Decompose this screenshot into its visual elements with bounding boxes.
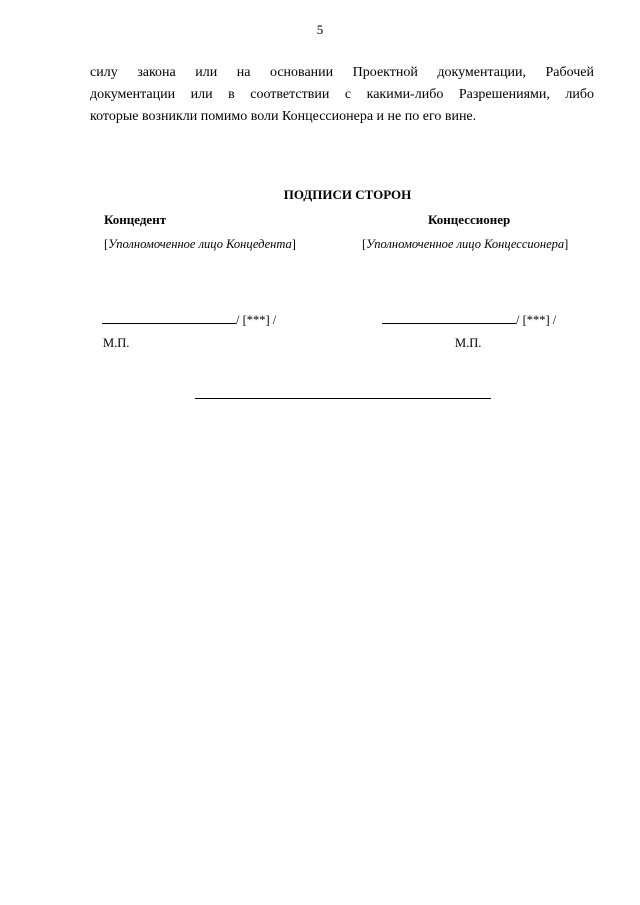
grantor-role xyxy=(104,237,296,252)
bracket-open: [ xyxy=(104,237,109,251)
signature-blank xyxy=(382,312,516,324)
grantor-stamp-label: М.П. xyxy=(103,336,130,350)
body-line: силу закона или на основании Проектной документации, Рабочей xyxy=(90,65,594,80)
body-paragraph xyxy=(90,62,594,128)
end-divider xyxy=(195,398,491,399)
concessionaire-stamp-label: М.П. xyxy=(455,336,482,350)
concessionaire-signature-line xyxy=(382,312,556,328)
body-line: которые возникли помимо воли Концессионера и не по его вине. xyxy=(90,109,477,124)
signature-blank xyxy=(102,312,236,324)
concessionaire-name-placeholder: / [***] / xyxy=(516,313,557,327)
bracket-close: ] xyxy=(564,237,569,251)
concessionaire-name: Концессионер xyxy=(428,212,511,227)
bracket-close: ] xyxy=(291,237,296,251)
signatures-title: ПОДПИСИ СТОРОН xyxy=(283,187,412,202)
grantor-name: Концедент xyxy=(104,212,167,227)
body-line: документации или в соответствии с какими-либо Разрешениями, либо xyxy=(90,87,594,102)
grantor-signature-line xyxy=(102,312,276,328)
page-number: 5 xyxy=(316,22,324,37)
concessionaire-role xyxy=(362,237,568,252)
bracket-open: [ xyxy=(362,237,367,251)
concessionaire-role-text: Уполномоченное лицо Концессионера xyxy=(366,237,565,251)
grantor-role-text: Уполномоченное лицо Концедента xyxy=(108,237,292,251)
grantor-name-placeholder: / [***] / xyxy=(236,313,277,327)
